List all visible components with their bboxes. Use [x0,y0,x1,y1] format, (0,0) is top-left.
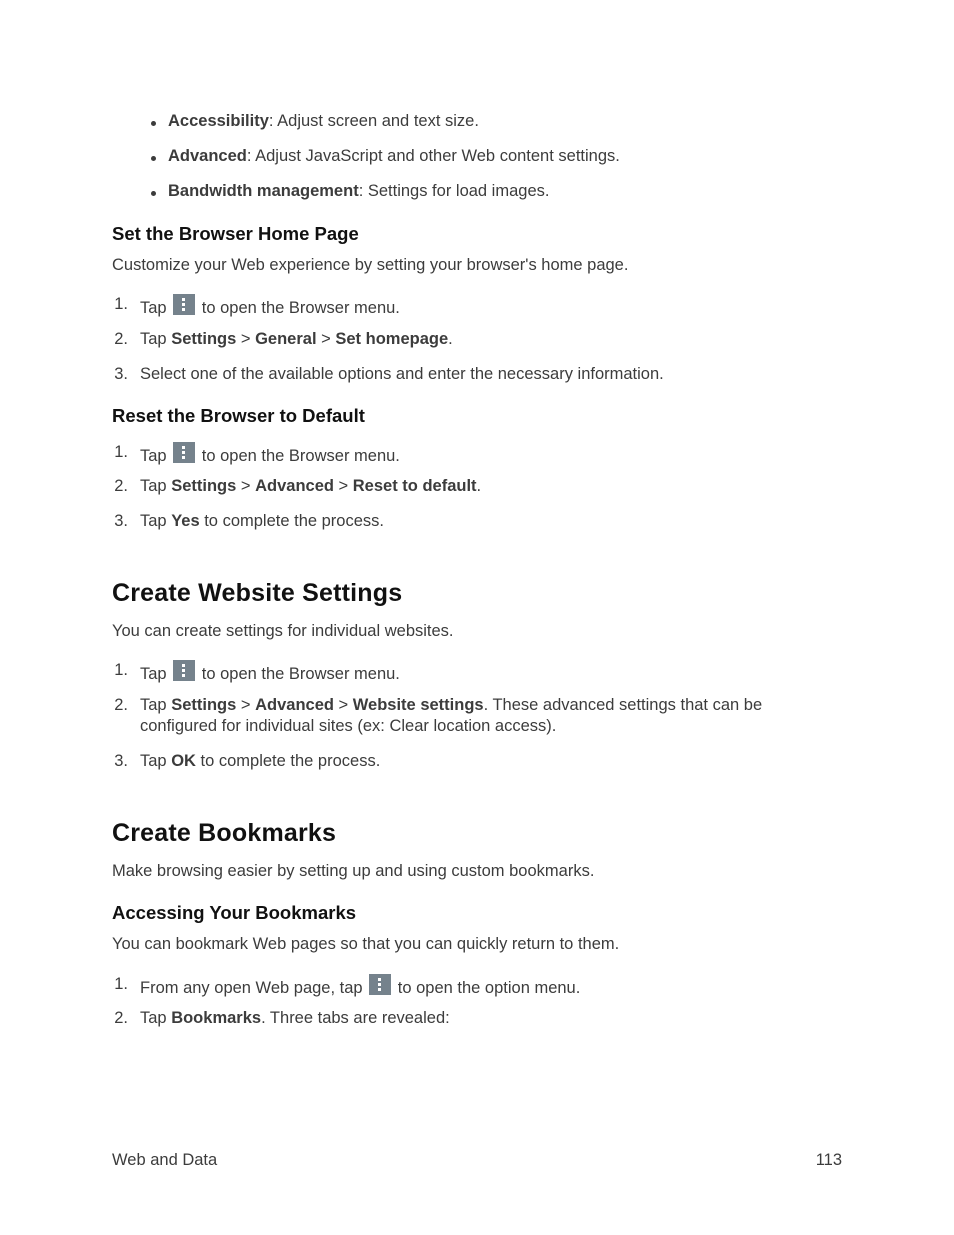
home-page-intro: Customize your Web experience by setting your browser's home page. [112,256,629,274]
bullet-item-advanced: Advanced: Adjust JavaScript and other Web content settings. [168,147,620,165]
website-settings-step-3: Tap OK to complete the process. [140,752,381,770]
step-number: 3. [114,752,128,770]
heading-create-bookmarks: Create Bookmarks [112,819,337,847]
bullet-dot [151,156,156,161]
website-settings-step-2-continued: configured for individual sites (ex: Clear location access). [140,717,557,735]
bullet-item-accessibility: Accessibility: Adjust screen and text size. [168,112,479,130]
bullet-dot [151,191,156,196]
home-page-step-2: Tap Settings > General > Set homepage. [140,330,453,348]
more-vert-icon [173,294,195,315]
bookmarks-intro: Make browsing easier by setting up and using custom bookmarks. [112,862,595,880]
step-number: 2. [114,330,128,348]
step-number: 3. [114,365,128,383]
reset-step-1: Tap to open the Browser menu. [140,442,400,466]
website-settings-intro: You can create settings for individual websites. [112,622,454,640]
step-number: 1. [114,295,128,313]
website-settings-step-2: Tap Settings > Advanced > Website settings. These advanced settings that can be [140,696,763,714]
step-number: 1. [114,443,128,461]
bookmarks-step-2: Tap Bookmarks. Three tabs are revealed: [140,1009,450,1027]
website-settings-step-1: Tap to open the Browser menu. [140,660,400,684]
step-number: 1. [114,661,128,679]
reset-step-2: Tap Settings > Advanced > Reset to default. [140,477,482,495]
bullet-dot [151,121,156,126]
reset-step-3: Tap Yes to complete the process. [140,512,384,530]
bookmarks-step-1: From any open Web page, tap to open the option menu. [140,974,580,998]
step-number: 2. [114,1009,128,1027]
more-vert-icon [173,660,195,681]
more-vert-icon [369,974,391,995]
heading-create-website-settings: Create Website Settings [112,579,403,607]
heading-accessing-bookmarks: Accessing Your Bookmarks [112,902,357,923]
footer-section-title: Web and Data [112,1151,218,1169]
accessing-bookmarks-intro: You can bookmark Web pages so that you can quickly return to them. [112,935,620,953]
step-number: 2. [114,477,128,495]
home-page-step-3: Select one of the available options and enter the necessary information. [140,365,664,383]
heading-set-home-page: Set the Browser Home Page [112,223,359,244]
bullet-item-bandwidth: Bandwidth management: Settings for load images. [168,182,550,200]
footer-page-number: 113 [815,1151,842,1169]
step-number: 1. [114,975,128,993]
heading-reset-browser: Reset the Browser to Default [112,405,365,426]
step-number: 3. [114,512,128,530]
step-number: 2. [114,696,128,714]
more-vert-icon [173,442,195,463]
home-page-step-1: Tap to open the Browser menu. [140,294,400,318]
